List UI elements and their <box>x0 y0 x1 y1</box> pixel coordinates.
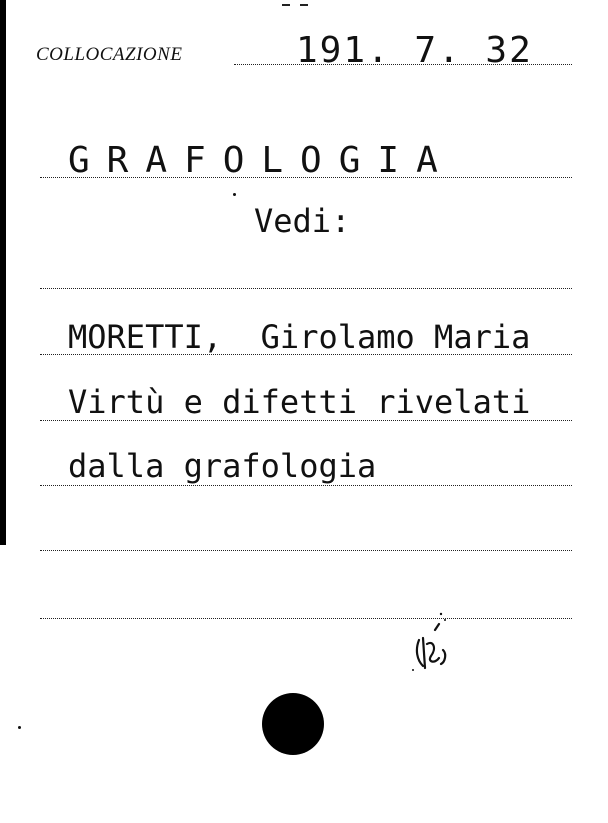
blank-rule-3 <box>40 618 572 619</box>
blank-rule-2 <box>40 550 572 551</box>
subject-heading: GRAFOLOGIA <box>68 140 455 181</box>
title-line-1: Virtù e difetti rivelati <box>68 383 531 421</box>
author-rule <box>40 354 572 355</box>
title-line-2: dalla grafologia <box>68 447 377 485</box>
title-rule-1 <box>40 420 572 421</box>
collocazione-label: COLLOCAZIONE <box>36 44 183 65</box>
speck <box>233 193 236 196</box>
author-name: MORETTI, Girolamo Maria <box>68 318 531 356</box>
see-reference: Vedi: <box>254 202 351 240</box>
punch-hole <box>262 693 324 755</box>
speck <box>18 726 21 729</box>
top-mark <box>300 4 308 6</box>
scan-border <box>0 0 6 545</box>
shelfmark: 191. 7. 32 <box>296 30 533 71</box>
title-rule-2 <box>40 485 572 486</box>
handwritten-mark <box>405 610 453 680</box>
top-mark <box>282 4 290 6</box>
blank-rule <box>40 288 572 289</box>
subject-rule <box>40 177 572 178</box>
